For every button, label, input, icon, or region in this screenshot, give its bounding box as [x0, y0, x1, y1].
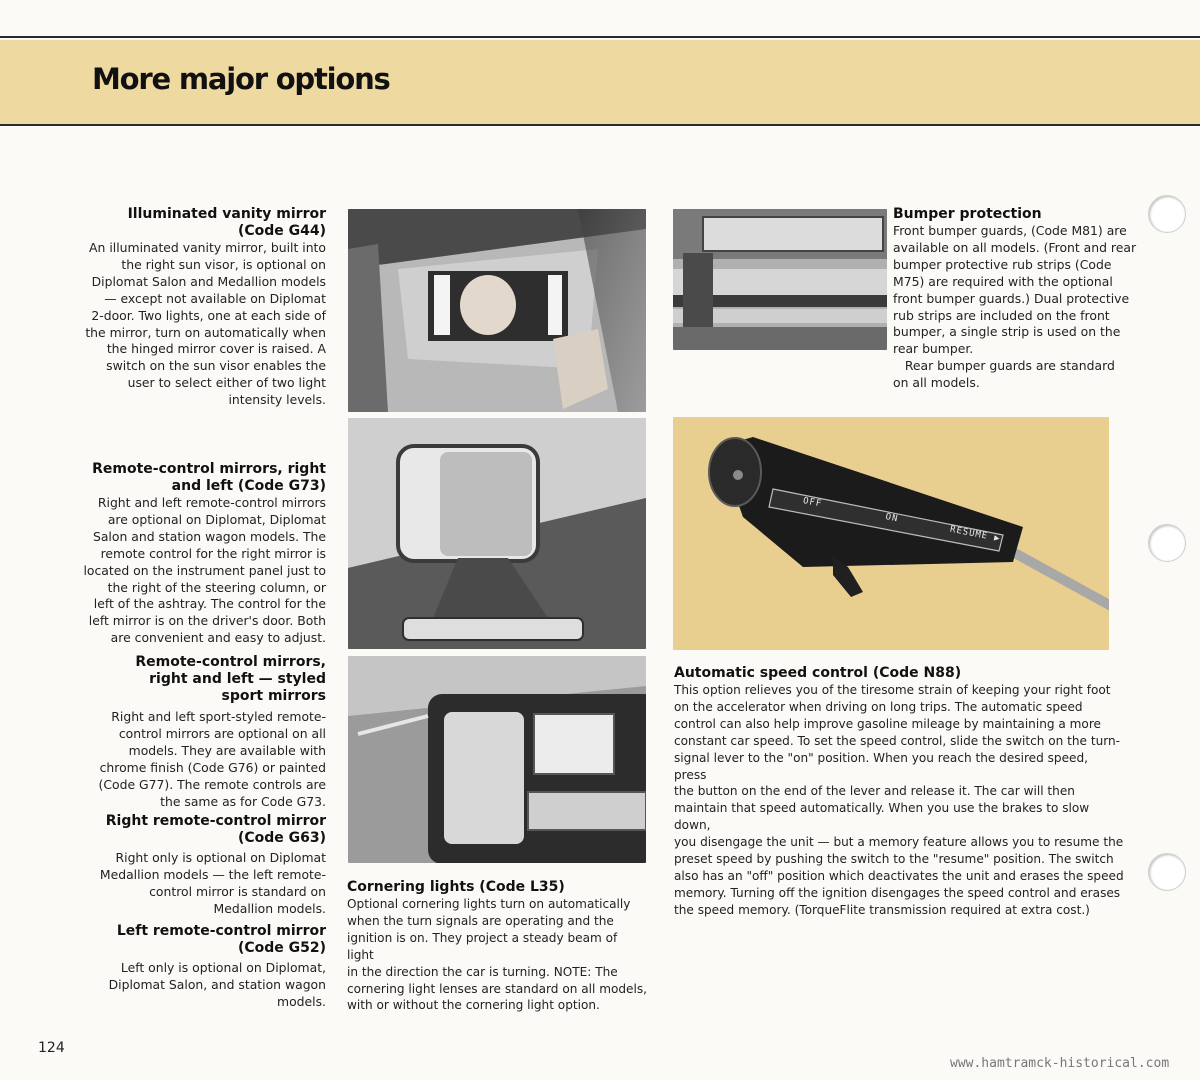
text-line: remote control for the right mirror is — [100, 545, 326, 561]
text-line: — except not available on Diplomat — [104, 290, 326, 306]
binder-hole-middle — [1148, 524, 1186, 562]
section-vanity-mirror — [72, 206, 326, 409]
text-line: Diplomat Salon and Medallion models — [91, 273, 326, 289]
remote-mirror-photo — [348, 418, 646, 649]
speed-body — [674, 682, 1124, 919]
text-line: left mirror is on the driver's door. Both — [88, 613, 326, 629]
text-line: memory. Turning off the ignition disengages the speed control and erases — [674, 885, 1121, 900]
play-arrow-icon: ▶ — [993, 533, 1002, 545]
text-line: available on all models. (Front and rear — [893, 239, 1137, 255]
text-line: preset speed by pushing the switch to the "resume" position. The switch — [674, 852, 1114, 867]
text-line: Medallion models — the left remote- — [99, 866, 326, 882]
text-line: cornering light lenses are standard on all models, — [347, 981, 648, 996]
sport-heading-2: right and left — styled — [149, 671, 326, 687]
text-line: control can also help improve gasoline mileage by maintaining a more — [674, 716, 1101, 731]
vanity-heading-1: Illuminated vanity mirror — [127, 206, 326, 222]
text-line: bumper protective rub strips (Code — [893, 256, 1112, 272]
text-line: control mirror is standard on — [149, 883, 326, 899]
remote-heading-1: Remote-control mirrors, right — [92, 461, 326, 477]
text-line: the speed memory. (TorqueFlite transmission required at extra cost.) — [674, 902, 1090, 917]
left-mirror-body — [72, 960, 326, 1011]
text-line: the hinged mirror cover is raised. A — [106, 341, 326, 357]
section-cornering-lights — [347, 879, 647, 1014]
text-line: intensity levels. — [228, 392, 326, 408]
vanity-body — [72, 240, 326, 409]
text-line: Left only is optional on Diplomat, — [120, 960, 326, 975]
watermark[interactable]: www.hamtramck-historical.com — [950, 1056, 1170, 1071]
text-line: models. They are available with — [128, 742, 326, 758]
text-line: front bumper guards.) Dual protective — [893, 290, 1130, 306]
text-line: Rear bumper guards are standard — [893, 358, 1115, 374]
text-line: signal lever to the "on" position. When you reach the desired speed, press — [674, 750, 1089, 782]
text-line: located on the instrument panel just to — [83, 562, 326, 578]
text-line: rear bumper. — [893, 341, 974, 357]
text-line: also has an "off" position which deactivates the unit and erases the speed — [674, 868, 1124, 883]
banner-rule — [0, 124, 1200, 126]
text-line: (Code G77). The remote controls are — [98, 776, 326, 792]
speed-control-photo — [673, 417, 1109, 650]
sport-body — [72, 709, 326, 810]
text-line: when the turn signals are operating and the — [347, 913, 614, 928]
vanity-heading-2: (Code G44) — [237, 223, 326, 239]
top-rule — [0, 36, 1200, 38]
section-bumper — [893, 206, 1143, 392]
cornering-body — [347, 896, 647, 1014]
cornering-heading: Cornering lights (Code L35) — [347, 879, 565, 895]
left-mirror-heading-1: Left remote-control mirror — [116, 923, 326, 939]
text-line: the right sun visor, is optional on — [121, 256, 326, 272]
text-line: 2-door. Two lights, one at each side of — [91, 307, 326, 323]
binder-hole-bottom — [1148, 853, 1186, 891]
speed-heading: Automatic speed control (Code N88) — [674, 665, 962, 681]
page-title: More major options — [92, 62, 390, 96]
vanity-mirror-photo — [348, 209, 646, 412]
binder-hole-top — [1148, 195, 1186, 233]
text-line: Right and left remote-control mirrors — [97, 495, 326, 510]
right-mirror-body — [72, 850, 326, 918]
text-line: are optional on Diplomat, Diplomat — [107, 511, 326, 527]
text-line: models. — [277, 993, 326, 1009]
text-line: with or without the cornering light option. — [347, 998, 600, 1013]
text-line: This option relieves you of the tiresome strain of keeping your right foot — [674, 683, 1111, 697]
bumper-body — [893, 223, 1143, 392]
text-line: are convenient and easy to adjust. — [110, 630, 326, 646]
text-line: user to select either of two light — [127, 375, 326, 391]
text-line: chrome finish (Code G76) or painted — [99, 759, 326, 775]
text-line: An illuminated vanity mirror, built into — [89, 240, 326, 255]
text-line: the right of the steering column, or — [107, 579, 326, 595]
text-line: Right only is optional on Diplomat — [115, 850, 326, 865]
text-line: the button on the end of the lever and release it. The car will then — [674, 784, 1075, 799]
text-line: on all models. — [893, 375, 980, 391]
text-line: bumper, a single strip is used on the — [893, 324, 1121, 340]
lever-label-off: OFF — [802, 496, 823, 510]
sport-heading-3: sport mirrors — [221, 688, 326, 704]
text-line: rub strips are included on the front — [893, 307, 1110, 323]
right-mirror-heading-2: (Code G63) — [237, 830, 326, 846]
page-number: 124 — [38, 1040, 65, 1056]
remote-heading-2: and left (Code G73) — [171, 478, 326, 494]
text-line: in the direction the car is turning. NOTE: The — [347, 964, 618, 979]
left-mirror-heading-2: (Code G52) — [237, 940, 326, 956]
text-line: maintain that speed automatically. When you use the brakes to slow down, — [674, 801, 1090, 833]
text-line: switch on the sun visor enables the — [106, 358, 326, 374]
text-line: control mirrors are optional on all — [118, 725, 326, 741]
section-speed-control — [674, 665, 1124, 919]
bumper-photo — [673, 209, 887, 350]
cornering-lights-photo — [348, 656, 646, 863]
section-right-mirror — [72, 813, 326, 918]
remote-body — [72, 495, 326, 647]
section-remote-mirrors — [72, 461, 326, 647]
text-line: Optional cornering lights turn on automatically — [347, 897, 631, 911]
bumper-heading: Bumper protection — [893, 206, 1042, 222]
text-line: M75) are required with the optional — [893, 273, 1113, 289]
text-line: on the accelerator when driving on long trips. The automatic speed — [674, 699, 1083, 714]
right-mirror-heading-1: Right remote-control mirror — [105, 813, 326, 829]
text-line: Diplomat Salon, and station wagon — [108, 976, 326, 992]
section-left-mirror — [72, 923, 326, 1011]
sport-heading-1: Remote-control mirrors, — [135, 654, 326, 670]
text-line: Salon and station wagon models. The — [92, 528, 326, 544]
lever-label-on: ON — [884, 512, 900, 525]
text-line: Front bumper guards, (Code M81) are — [893, 223, 1127, 238]
text-line: the same as for Code G73. — [160, 793, 326, 809]
text-line: you disengage the unit — but a memory feature allows you to resume the — [674, 835, 1124, 850]
text-line: constant car speed. To set the speed control, slide the switch on the turn- — [674, 733, 1121, 748]
text-line: Right and left sport-styled remote- — [111, 709, 326, 724]
text-line: Medallion models. — [213, 900, 326, 916]
lever-label-resume: RESUME — [949, 524, 989, 542]
text-line: ignition is on. They project a steady beam of light — [347, 930, 618, 962]
text-line: the mirror, turn on automatically when — [85, 324, 326, 340]
text-line: left of the ashtray. The control for the — [93, 596, 326, 612]
section-sport-mirrors — [72, 654, 326, 810]
